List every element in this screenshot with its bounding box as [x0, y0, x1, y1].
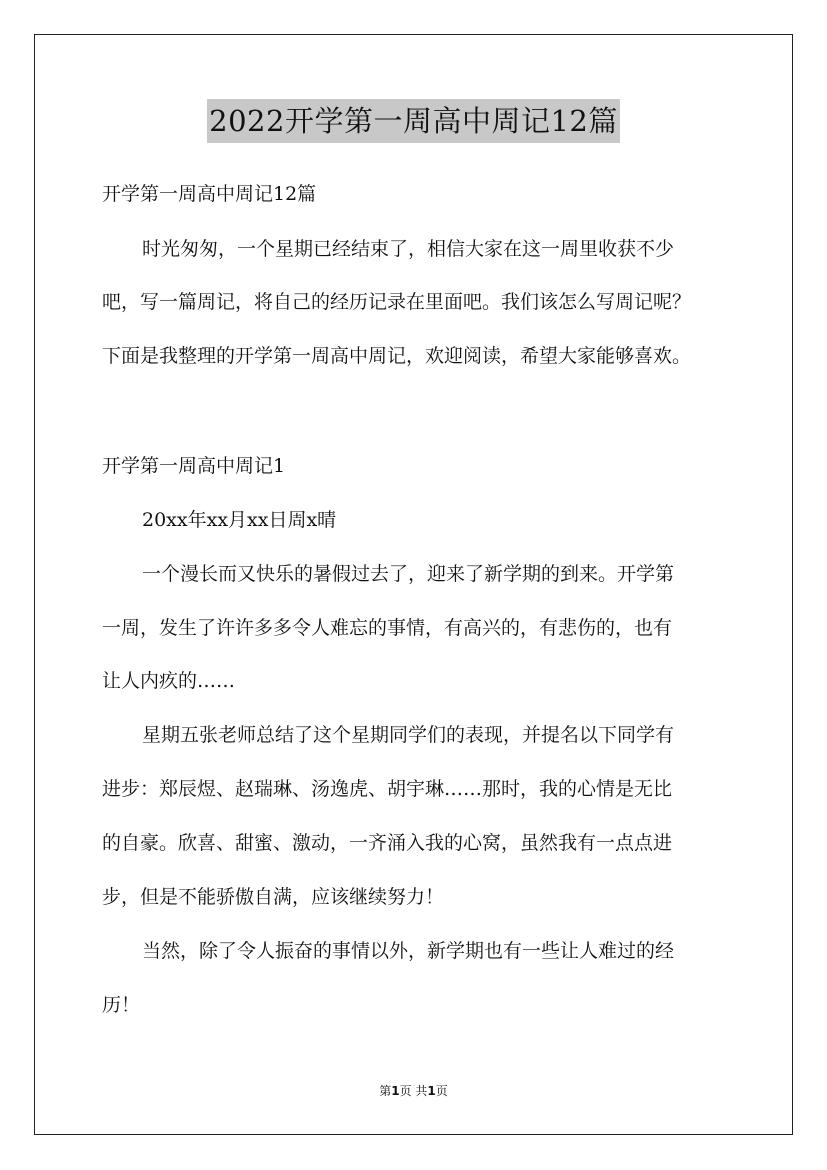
footer-page-prefix: 第 — [379, 1084, 392, 1098]
paragraph-2-line-2: 进步：郑辰煜、赵瑞琳、汤逸虎、胡宇琳……那时，我的心情是无比 — [102, 778, 673, 800]
footer-page-number: 1 — [391, 1084, 400, 1098]
paragraph-1-line-2: 一周，发生了许许多多令人难忘的事情，有高兴的，有悲伤的，也有 — [102, 617, 673, 639]
paragraph-1-line-1: 一个漫长而又快乐的暑假过去了，迎来了新学期的到来。开学第 — [142, 563, 675, 585]
document-subtitle: 开学第一周高中周记12篇 — [102, 183, 317, 205]
title-container — [0, 99, 827, 143]
intro-line-2: 吧，写一篇周记，将自己的经历记录在里面吧。我们该怎么写周记呢？ — [102, 291, 692, 313]
paragraph-2-line-3: 的自豪。欣喜、甜蜜、激动，一齐涌入我的心窝，虽然我有一点点进 — [102, 832, 673, 854]
section-heading: 开学第一周高中周记1 — [102, 455, 286, 477]
footer-page-mid: 页 共 — [399, 1084, 428, 1098]
paragraph-3-line-1: 当然，除了令人振奋的事情以外，新学期也有一些让人难过的经 — [142, 940, 675, 962]
page-footer — [0, 1082, 827, 1100]
paragraph-1-line-3: 让人内疚的…… — [102, 670, 236, 692]
paragraph-3-line-2: 历！ — [102, 994, 141, 1016]
paragraph-2-line-4: 步，但是不能骄傲自满，应该继续努力！ — [102, 886, 445, 908]
document-title: 2022开学第一周高中周记12篇 — [207, 99, 620, 143]
footer-page-total: 1 — [427, 1084, 436, 1098]
footer-page-suffix: 页 — [435, 1084, 448, 1098]
paragraph-2-line-1: 星期五张老师总结了这个星期同学们的表现，并提名以下同学有 — [142, 724, 675, 746]
date-line: 20xx年xx月xx日周x晴 — [142, 509, 337, 531]
intro-line-3: 下面是我整理的开学第一周高中周记，欢迎阅读，希望大家能够喜欢。 — [102, 345, 692, 367]
intro-line-1: 时光匆匆，一个星期已经结束了，相信大家在这一周里收获不少 — [142, 238, 675, 260]
